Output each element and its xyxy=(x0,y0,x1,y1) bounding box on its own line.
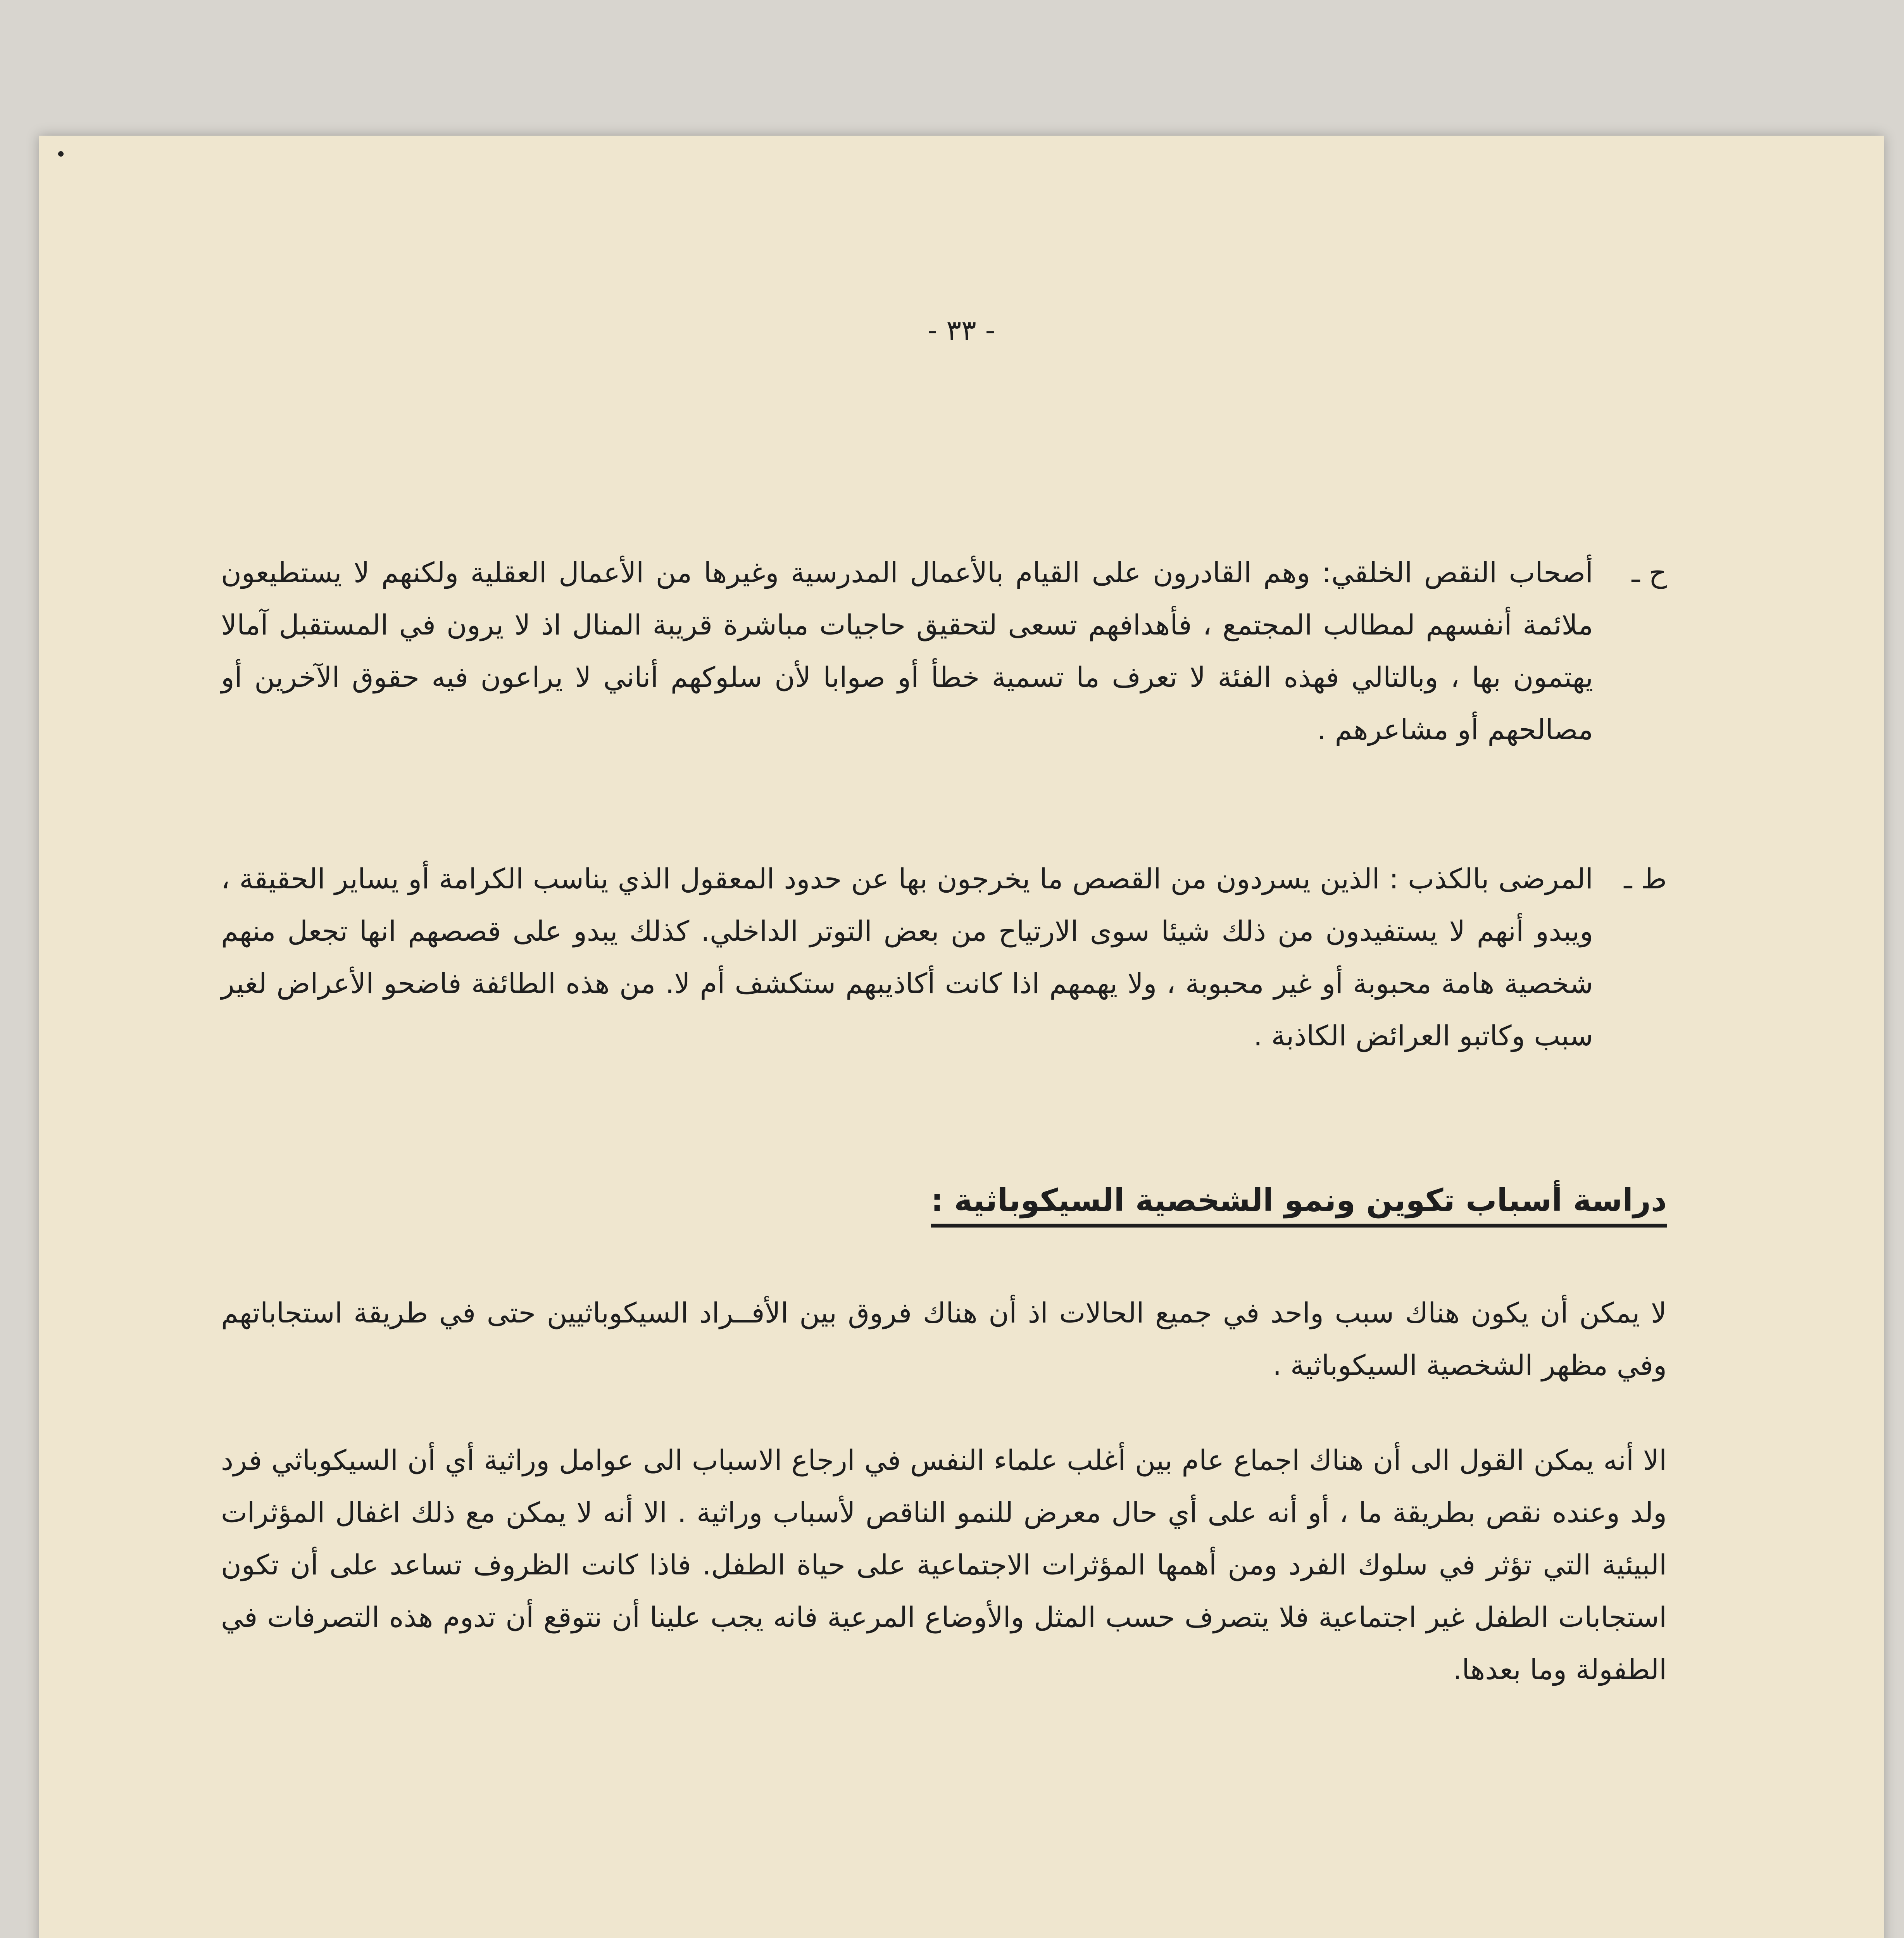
section-heading-text: دراسة أسباب تكوين ونمو الشخصية السيكوباثية : xyxy=(931,1182,1667,1228)
document-page xyxy=(39,136,1884,1938)
punch-mark xyxy=(58,151,64,157)
page-number: - ٣٣ - xyxy=(927,314,995,347)
paragraph-2 xyxy=(221,1434,1667,1696)
item-text: المرضى بالكذب : الذين يسردون من القصص ما يخرجون بها عن حدود المعقول الذي يناسب الكرامة أو يساير الحقيقة ، ويبدو أنهم لا يستفيدون من ذلك شيئا سوى الارتياح من بعض التوتر الداخلي. كذلك يبدو على قصصهم انها تجعل منهم شخصية هامة محبوبة أو غير محبوبة ، ولا يهمهم اذا كانت أكاذيبهم ستكشف أم لا. من هذه الطائفة فاضحو الأعراض لغير سبب وكاتبو العرائض الكاذبة . xyxy=(221,862,1593,1052)
paragraph-1 xyxy=(221,1287,1667,1391)
list-item-ta xyxy=(221,853,1667,1062)
paragraph-text: لا يمكن أن يكون هناك سبب واحد في جميع الحالات اذ أن هناك فروق بين الأفــراد السيكوباثيين حتى في طريقة استجاباتهم وفي مظهر الشخصية السيكوباثية . xyxy=(221,1297,1667,1381)
section-heading xyxy=(892,1182,1667,1218)
item-text: أصحاب النقص الخلقي: وهم القادرون على القيام بالأعمال المدرسية وغيرها من الأعمال العقلية ولكنهم لا يستطيعون ملائمة أنفسهم لمطالب المجتمع ، فأهدافهم تسعى لتحقيق حاجيات مباشرة قريبة المنال اذ لا يرون في المستقبل آمالا يهتمون بها ، وبالتالي فهذه الفئة لا تعرف ما تسمية خطأ أو صوابا لأن سلوكهم أناني لا يراعون فيه حقوق الآخرين أو مصالحهم أو مشاعرهم . xyxy=(221,556,1593,746)
list-item-ha xyxy=(221,547,1667,756)
paragraph-text: الا أنه يمكن القول الى أن هناك اجماع عام بين أغلب علماء النفس في ارجاع الاسباب الى عوامل وراثية أي أن السيكوباثي فرد ولد وعنده نقص بطريقة ما ، أو أنه على أي حال معرض للنمو الناقص لأسباب وراثية . الا أنه لا يمكن مع ذلك اغفال المؤثرات البيئية التي تؤثر في سلوك الفرد ومن أهمها المؤثرات الاجتماعية على حياة الطفل. فاذا كانت الظروف تساعد على أن تكون استجابات الطفل غير اجتماعية فلا يتصرف حسب المثل والأوضاع المرعية فانه يجب علينا أن نتوقع أن تدوم هذه التصرفات في الطفولة وما بعدها. xyxy=(221,1444,1667,1686)
item-marker: ح ـ xyxy=(1632,556,1667,589)
list-block xyxy=(221,853,1667,1062)
item-marker: ط ـ xyxy=(1624,862,1667,895)
list-block xyxy=(221,547,1667,756)
